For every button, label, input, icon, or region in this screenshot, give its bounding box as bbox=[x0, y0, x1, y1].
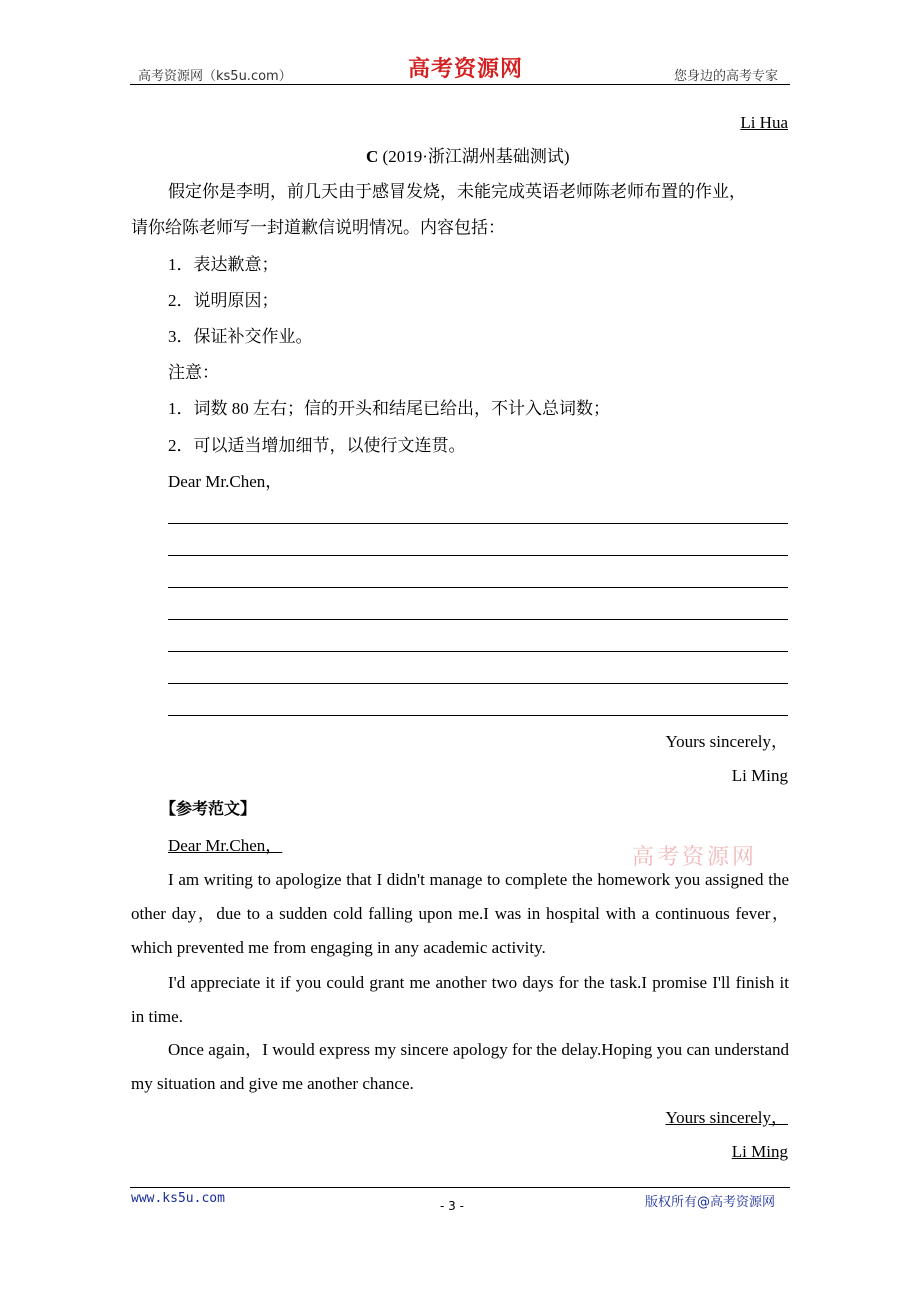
sample-label: 【参考范文】 bbox=[160, 799, 257, 818]
note-label: 注意： bbox=[168, 363, 219, 382]
prompt-line-1: 假定你是李明，前几天由于感冒发烧，未能完成英语老师陈老师布置的作业， bbox=[168, 182, 746, 201]
previous-signature: Li Hua bbox=[740, 113, 788, 132]
page-number: - 3 - bbox=[440, 1199, 464, 1213]
header-divider bbox=[130, 84, 790, 85]
footer-link[interactable]: www.ks5u.com bbox=[131, 1191, 225, 1206]
note-item: 2．可以适当增加细节，以使行文连贯。 bbox=[168, 436, 466, 455]
writing-line bbox=[168, 523, 788, 524]
writing-line bbox=[168, 715, 788, 716]
header-logo: 高考资源网 bbox=[408, 56, 524, 82]
prompt-item: 1．表达歉意； bbox=[168, 255, 279, 274]
sample-signature: Li Ming bbox=[731, 1142, 788, 1161]
prompt-item: 3．保证补交作业。 bbox=[168, 327, 313, 346]
sample-salutation: Dear Mr.Chen， bbox=[168, 836, 283, 855]
header-slogan: 您身边的高考专家 bbox=[674, 69, 779, 84]
footer-copyright: 版权所有@高考资源网 bbox=[645, 1195, 776, 1210]
note-item: 1．词数 80 左右；信的开头和结尾已给出，不计入总词数； bbox=[168, 399, 610, 418]
sample-paragraph-1: I am writing to apologize that I didn't manage to complete the homework you assigned the other day，due to a sudden cold falling upon me.I was in hospital with a continuous fever，which prevented me from engaging in any academic activity. bbox=[131, 870, 789, 957]
writing-line bbox=[168, 555, 788, 556]
letter-signature: Li Ming bbox=[731, 766, 788, 785]
sample-paragraph-3: Once again，I would express my sincere apology for the delay.Hoping you can understand my situation and give me another chance. bbox=[131, 1040, 789, 1093]
header-site-name: 高考资源网（ks5u.com） bbox=[138, 69, 292, 84]
writing-line bbox=[168, 683, 788, 684]
writing-line bbox=[168, 619, 788, 620]
writing-line bbox=[168, 651, 788, 652]
watermark: 高考资源网 bbox=[632, 845, 758, 870]
section-heading bbox=[366, 146, 570, 168]
sample-paragraph-2: I'd appreciate it if you could grant me another two days for the task.I promise I'll finish it in time. bbox=[131, 973, 789, 1026]
letter-closing: Yours sincerely， bbox=[665, 732, 788, 751]
footer-divider bbox=[130, 1187, 790, 1188]
prompt-item: 2．说明原因； bbox=[168, 291, 279, 310]
section-source: (2019·浙江湖州基础测试) bbox=[378, 147, 570, 166]
letter-salutation: Dear Mr.Chen， bbox=[168, 472, 283, 491]
writing-line bbox=[168, 587, 788, 588]
prompt-line-2: 请你给陈老师写一封道歉信说明情况。内容包括： bbox=[131, 218, 505, 237]
sample-closing: Yours sincerely， bbox=[665, 1108, 788, 1127]
section-letter: C bbox=[366, 147, 379, 166]
